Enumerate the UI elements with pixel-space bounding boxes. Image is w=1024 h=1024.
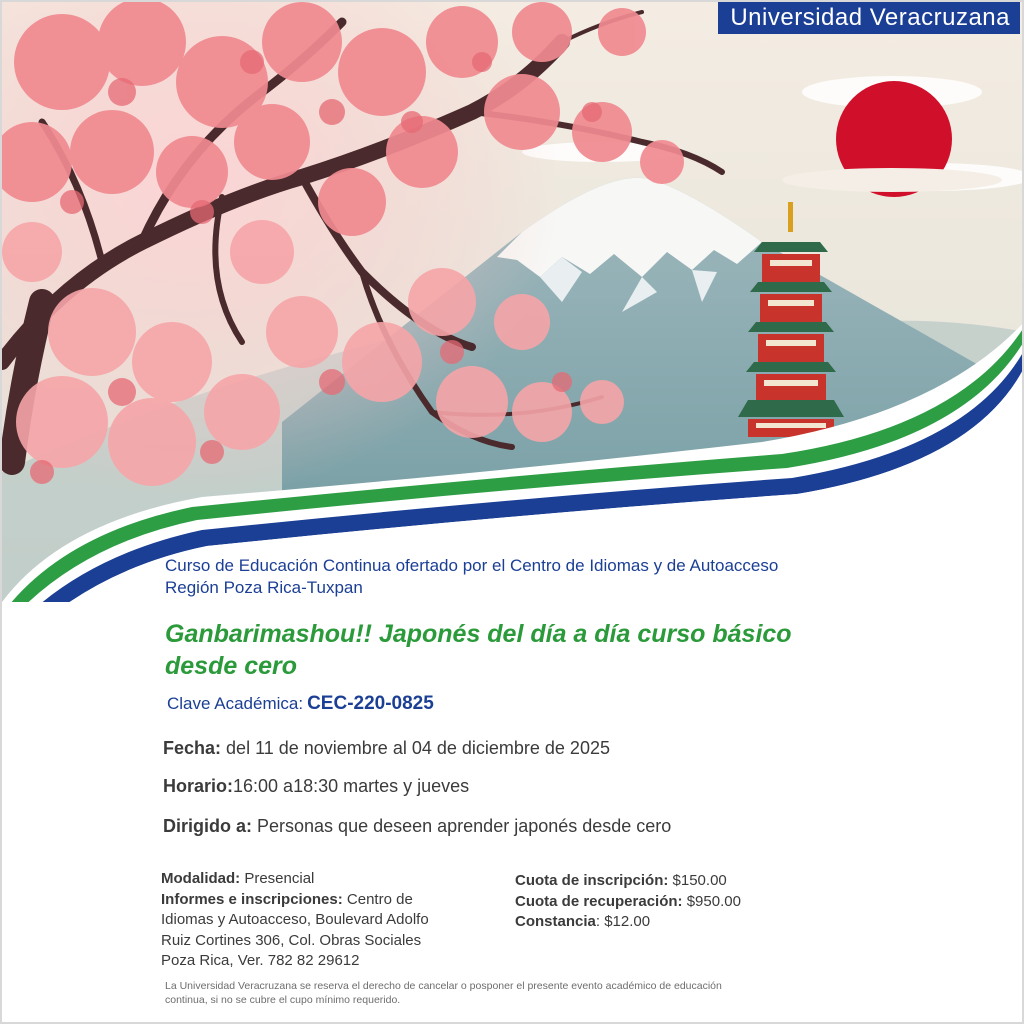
registration-value-2: Idiomas y Autoacceso, Boulevard Adolfo [161,911,429,928]
disclaimer [165,979,845,1007]
fee-certificate [515,912,845,933]
fee-inscription-value: $150.00 [672,872,727,889]
academic-key [167,693,434,715]
fee-recovery [515,892,845,913]
academic-key-label: Clave Académica: [167,694,304,713]
date-label: Fecha: [163,738,222,758]
disclaimer-line-2: continua, si no se cubre el cupo mínimo requerido. [165,994,401,1006]
fees-block [515,871,845,933]
fee-recovery-label: Cuota de recuperación: [515,892,683,910]
registration-line [161,890,491,911]
modality-line [161,869,491,890]
course-title-line-2: desde cero [165,652,298,680]
fee-certificate-label: Constancia [515,913,596,930]
registration-value-3: Ruiz Cortines 306, Col. Obras Sociales [161,931,422,949]
fee-inscription [515,871,845,892]
institution-banner: Universidad Veracruzana [718,2,1020,34]
schedule-label: Horario: [163,776,234,796]
audience-line [163,816,671,837]
intro-text [165,555,945,599]
fee-inscription-label: Cuota de inscripción: [515,872,669,889]
date-line [163,738,610,759]
logistics-block [161,869,491,972]
fee-recovery-value: $950.00 [686,892,741,910]
registration-value-1: Centro de [346,890,413,908]
audience-label: Dirigido a: [163,816,252,836]
date-value: del 11 de noviembre al 04 de diciembre de 2025 [226,738,610,758]
schedule-value: 16:00 a18:30 martes y jueves [233,776,470,796]
disclaimer-line-1: La Universidad Veracruzana se reserva el derecho de cancelar o posponer el presente evento académico de educación [165,980,722,992]
modality-value: Presencial [244,870,315,887]
course-info [2,2,1024,1024]
intro-line-2: Región Poza Rica-Tuxpan [165,578,363,597]
registration-label: Informes e inscripciones: [161,890,343,908]
fee-certificate-value: : $12.00 [595,913,651,930]
intro-line-1: Curso de Educación Continua ofertado por el Centro de Idiomas y de Autoacceso [165,556,779,575]
registration-value-4: Poza Rica, Ver. 782 82 29612 [161,952,360,969]
course-title-line-1: Ganbarimashou!! Japonés del día a día curso básico [165,620,792,648]
modality-label: Modalidad: [161,870,241,887]
audience-value: Personas que deseen aprender japonés desde cero [257,816,672,836]
schedule-line [163,776,469,797]
course-title [165,618,925,682]
academic-key-value: CEC-220-0825 [307,693,434,714]
